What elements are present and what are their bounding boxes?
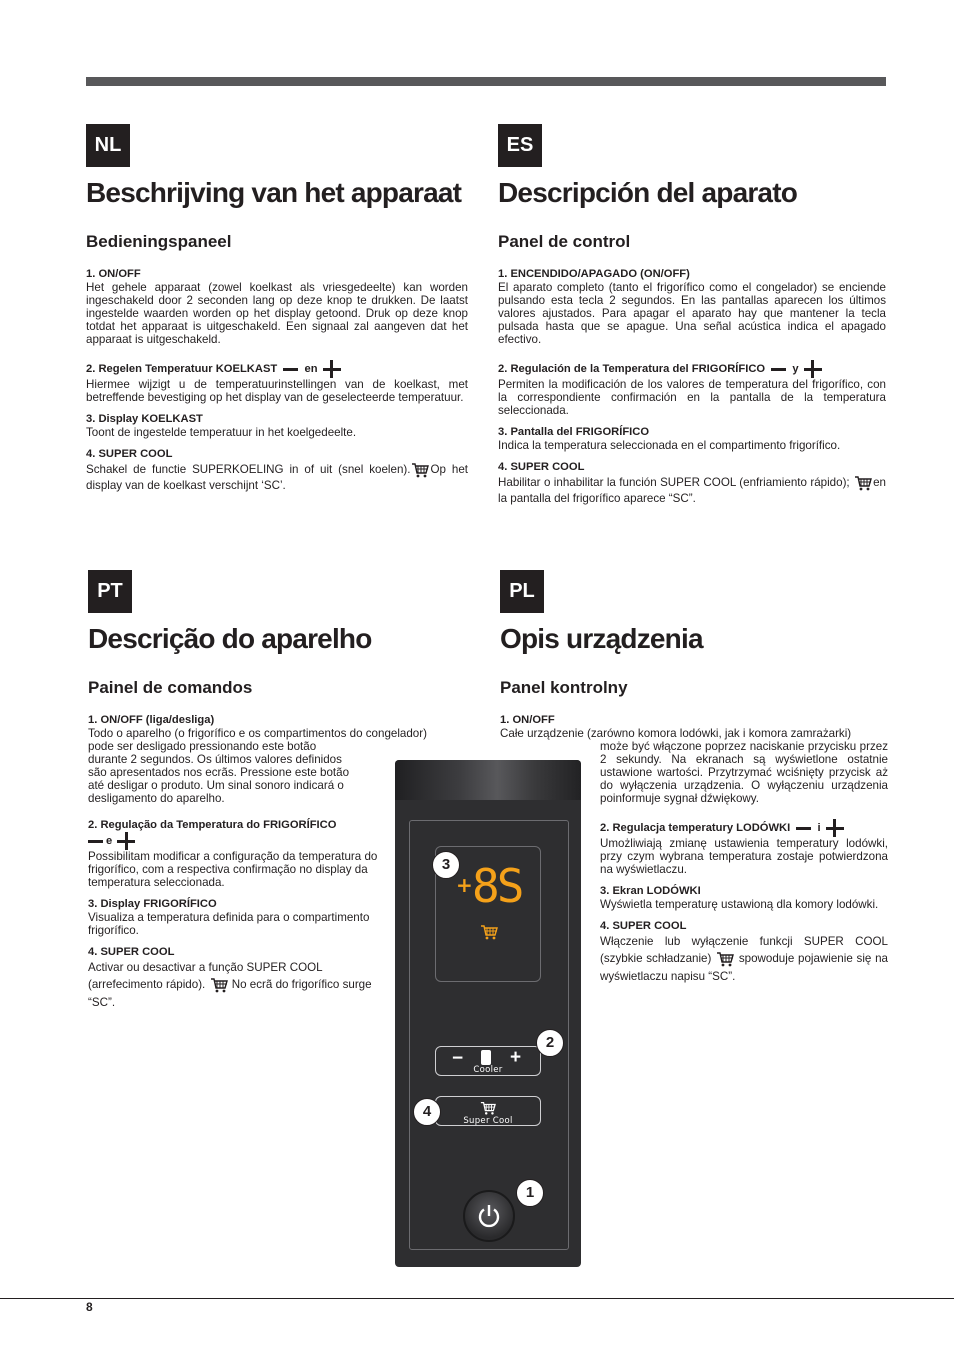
heading-temperature xyxy=(498,360,886,378)
paragraph-part: spowoduje pojawienie się na wyświetlaczu napisu “SC”. xyxy=(600,952,888,983)
callout-4: 4 xyxy=(413,1098,441,1126)
section-title-nl: Beschrijving van het apparaat xyxy=(86,177,462,208)
cooler-label: Cooler xyxy=(473,1065,503,1075)
heading-super-cool: 4. SUPER COOL xyxy=(88,946,175,958)
paragraph-on-off: Het gehele apparaat (zowel koelkast als vriesgedeelte) kan worden ingeschakeld door 2 seconden lang op deze knop te drukken. De laatst ingestelde waarden worden op het display getoond. Druk op deze knop totdat het apparaat is uitgeschakeld. Een signaal zal aangeven dat het apparaat is uitgeschakeld. xyxy=(86,281,468,346)
section-subtitle-nl: Bedieningspaneel xyxy=(86,232,232,251)
heading-on-off: 1. ON/OFF (liga/desliga) xyxy=(88,714,215,726)
section-title-es: Descripción del aparato xyxy=(498,177,798,208)
display-plus-sign: + xyxy=(456,873,473,897)
section-subtitle-es: Panel de control xyxy=(498,232,631,251)
footer-rule xyxy=(0,1298,954,1299)
text-block-nl xyxy=(86,268,468,492)
callout-2: 2 xyxy=(536,1029,564,1057)
paragraph-line: pode ser desligado pressionando este botão xyxy=(88,740,317,753)
display-cart-icon xyxy=(480,923,498,941)
heading-text: 2. Regulación de la Temperatura del FRIGORÍFICO xyxy=(498,362,766,375)
cooler-plus-button[interactable]: + xyxy=(510,1047,522,1068)
text-block-pl-intro xyxy=(500,714,888,740)
paragraph-line: desligamento do aparelho. xyxy=(88,792,225,805)
heading-display: 3. Pantalla del FRIGORÍFICO xyxy=(498,426,650,438)
cart-icon xyxy=(411,461,429,479)
heading-super-cool: 4. SUPER COOL xyxy=(600,920,687,932)
language-badge-pl: PL xyxy=(500,570,544,613)
heading-display: 3. Ekran LODÓWKI xyxy=(600,885,701,897)
paragraph-part: en la pantalla del frigorífico aparece “SC”. xyxy=(498,476,886,505)
paragraph-line: até desligar o produto. Um sinal sonoro indicará o xyxy=(88,779,344,792)
section-title-pl: Opis urządzenia xyxy=(500,623,703,654)
paragraph-part: Op het display van de koelkast verschijnt ‘SC’. xyxy=(86,463,468,492)
section-subtitle-pt: Painel de comandos xyxy=(88,678,253,697)
cart-icon xyxy=(716,950,734,968)
section-title-pt: Descrição do aparelho xyxy=(88,623,372,654)
heading-display: 3. Display KOELKAST xyxy=(86,413,203,425)
heading-temperature xyxy=(600,819,888,837)
paragraph-temperature: Permiten la modificación de los valores de temperatura del frigorífico, con la correspondiente confirmación en la pantalla de la temperatura seleccionada. xyxy=(498,378,886,417)
heading-temperature: 2. Regulação da Temperatura do FRIGORÍFICO xyxy=(88,819,337,831)
paragraph-on-off: El aparato completo (tanto el frigorífico como el congelador) se enciende pulsando esta tecla 2 segundos. En las pantallas aparecen los últimos valores ajustados. Para apagar el aparato hay que mantener la tecla pulsada hasta que se apague. Una señal acústica indica el apagado efectivo. xyxy=(498,281,886,346)
plus-icon xyxy=(117,832,135,850)
paragraph-line: Todo o aparelho (o frigorífico e os compartimentos do congelador) xyxy=(88,727,427,740)
callout-1: 1 xyxy=(516,1179,544,1207)
paragraph-display: Indica la temperatura seleccionada en el compartimento frigorífico. xyxy=(498,439,841,452)
heading-temperature xyxy=(86,360,468,378)
page-number: 8 xyxy=(86,1300,93,1314)
paragraph-super-cool xyxy=(600,933,888,985)
text-block-pl xyxy=(600,740,888,985)
plus-icon xyxy=(323,360,341,378)
paragraph-part: Habilitar o inhabilitar la función SUPER COOL (enfriamiento rápido); xyxy=(498,476,850,490)
paragraph-display: Wyświetla temperaturę ustawioną dla komory lodówki. xyxy=(600,898,879,911)
paragraph-part: Schakel de functie SUPERKOELING in of uit (snel koelen). xyxy=(86,463,411,477)
power-icon xyxy=(476,1203,502,1229)
super-cool-button[interactable] xyxy=(435,1096,541,1126)
plus-icon xyxy=(826,819,844,837)
super-cool-cart-icon xyxy=(480,1100,496,1116)
minus-icon xyxy=(283,368,298,371)
paragraph-part: No ecrã do frigorífico surge “SC”. xyxy=(88,978,372,1009)
heading-text: 2. Regelen Temperatuur KOELKAST xyxy=(86,362,278,375)
heading-on-off: 1. ON/OFF xyxy=(86,268,141,280)
paragraph-display: Visualiza a temperatura definida para o compartimento frigorífico. xyxy=(88,911,370,937)
language-badge-es: ES xyxy=(498,124,542,167)
minus-icon xyxy=(88,840,103,843)
paragraph-on-off: może być włączone poprzez naciskanie przycisku przez 2 sekundy. Na ekranach są wyświetlone ostatnie ustawione wartości. Przytrzymać wciśnięty przycisk aż do wyłączenia urządzenia. O wyłączeniu urządzenia poinformuje sygnał dźwiękowy. xyxy=(600,740,888,805)
paragraph-part: Activar ou desactivar a função SUPER COOL (arrefecimento rápido). xyxy=(88,961,323,992)
minus-icon xyxy=(771,368,786,371)
cart-icon xyxy=(854,474,872,492)
display-temperature: 8S xyxy=(472,859,522,913)
callout-3: 3 xyxy=(432,851,460,879)
conjunction: y xyxy=(792,362,799,375)
heading-on-off: 1. ON/OFF xyxy=(500,714,555,726)
paragraph-temperature: Hiermee wijzigt u de temperatuurinstellingen van de koelkast, met betreffende bevestiging op het display van de geselecteerde temperatuur. xyxy=(86,378,468,404)
cart-icon xyxy=(210,976,228,994)
language-badge-pt: PT xyxy=(88,570,132,613)
paragraph-line: Całe urządzenie (zarówno komora lodówki, jak i komora zamrażarki) xyxy=(500,727,852,740)
paragraph-temperature: Umożliwiają zmianę ustawienia temperatury lodówki, przy czym wybrana temperatura zostaje potwierdzona na wyświetlaczu. xyxy=(600,837,888,876)
paragraph-temperature: Possibilitam modificar a configuração da temperatura do frigorífico, com a respectiva confirmação no display da temperatura seleccionada. xyxy=(88,850,378,889)
text-block-es xyxy=(498,268,886,505)
heading-super-cool: 4. SUPER COOL xyxy=(86,448,173,460)
bottle-icon xyxy=(481,1050,491,1065)
paragraph-super-cool xyxy=(88,959,388,1011)
cooler-button-group xyxy=(435,1046,541,1076)
heading-display: 3. Display FRIGORÍFICO xyxy=(88,898,217,910)
heading-super-cool: 4. SUPER COOL xyxy=(498,461,585,473)
heading-text: 2. Regulacja temperatury LODÓWKI xyxy=(600,821,791,834)
paragraph-display: Toont de ingestelde temperatuur in het koelgedeelte. xyxy=(86,426,357,439)
paragraph-line: são apresentados nos ecrãs. Pressione este botão xyxy=(88,766,350,779)
paragraph-part: Włączenie lub wyłączenie funkcji SUPER COOL (szybkie schładzanie) xyxy=(600,935,888,966)
language-badge-nl: NL xyxy=(86,124,130,167)
section-subtitle-pl: Panel kontrolny xyxy=(500,678,628,697)
cooler-minus-button[interactable]: − xyxy=(452,1048,464,1069)
top-rule xyxy=(86,77,886,86)
conjunction: i xyxy=(817,821,821,834)
conjunction: en xyxy=(304,362,318,375)
heading-temperature-icons xyxy=(88,832,388,850)
minus-icon xyxy=(796,827,811,830)
power-button[interactable] xyxy=(463,1190,515,1242)
text-block-pt xyxy=(88,714,427,1011)
paragraph-super-cool xyxy=(498,474,886,505)
paragraph-line: durante 2 segundos. Os últimos valores definidos xyxy=(88,753,342,766)
super-cool-label: Super Cool xyxy=(463,1116,513,1126)
conjunction: e xyxy=(106,834,113,847)
plus-icon xyxy=(804,360,822,378)
paragraph-super-cool xyxy=(86,461,468,492)
control-panel xyxy=(395,760,581,1267)
panel-header xyxy=(395,760,581,800)
heading-on-off: 1. ENCENDIDO/APAGADO (ON/OFF) xyxy=(498,268,690,280)
